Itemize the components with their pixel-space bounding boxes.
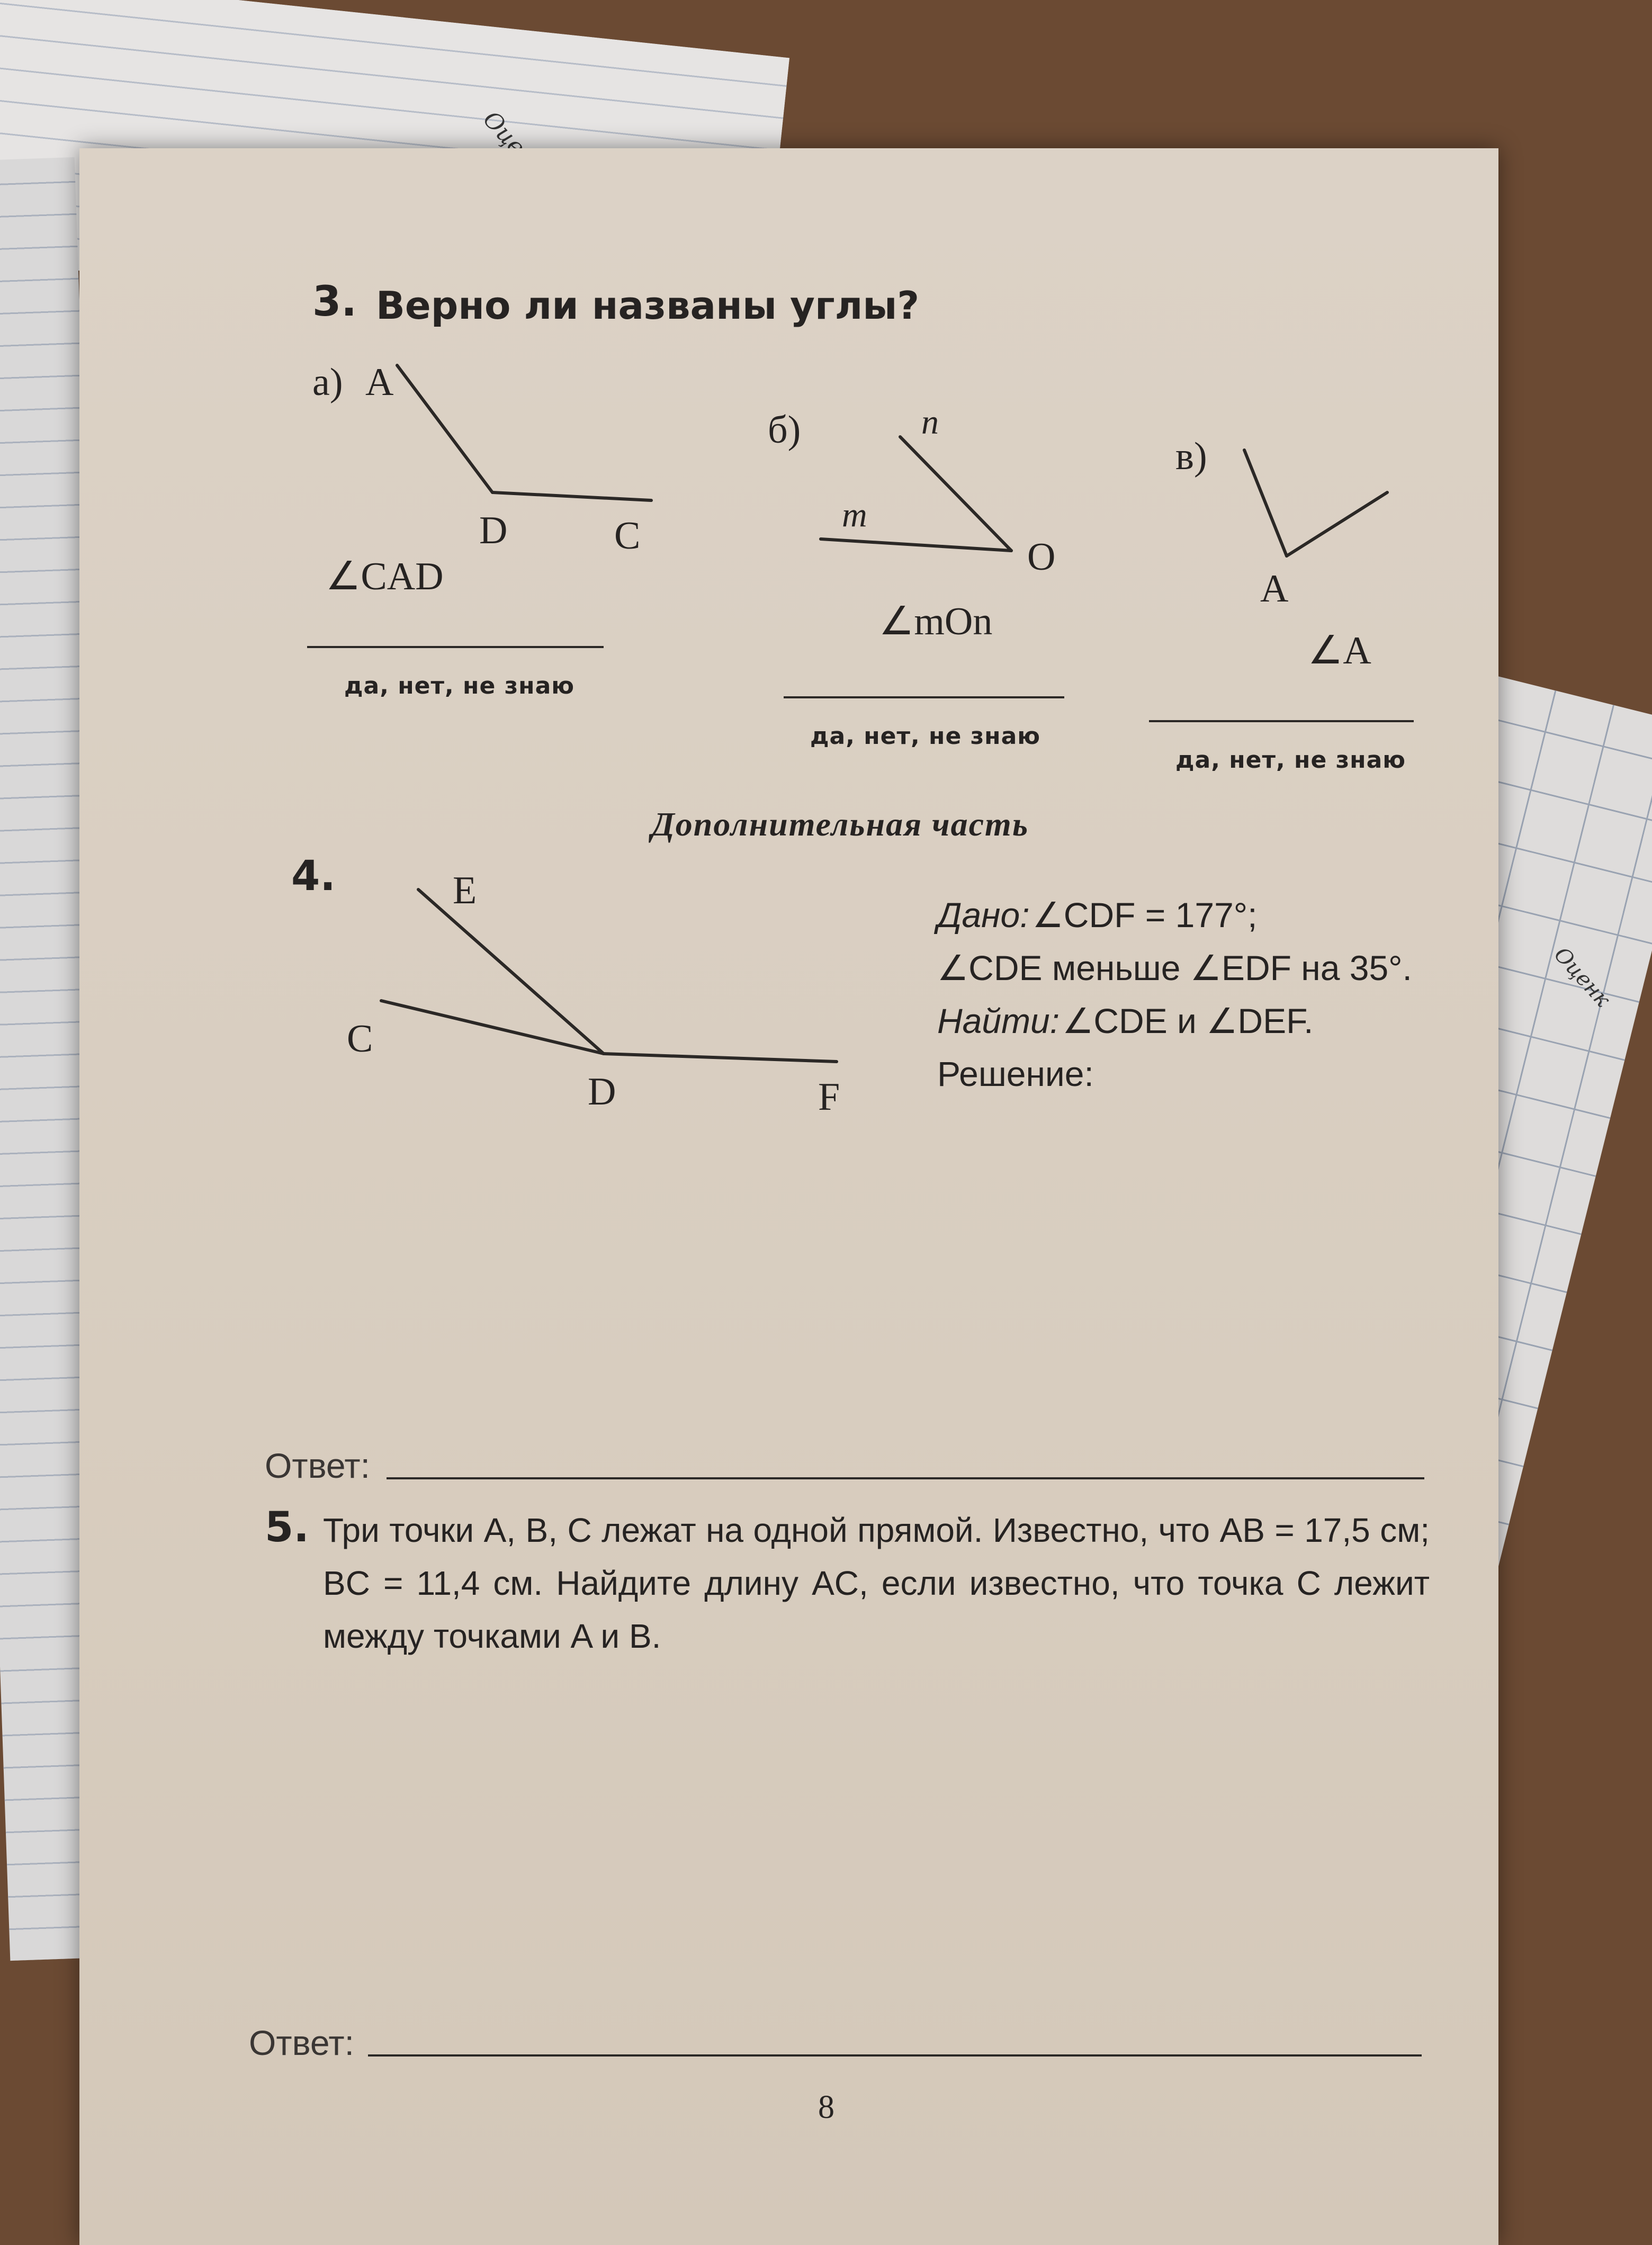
task3c-letter: в): [1175, 435, 1207, 478]
task5-answer-label: Ответ:: [249, 2023, 354, 2062]
background-book-label: Оценк: [1549, 942, 1615, 1012]
task4-point-d: D: [588, 1070, 616, 1113]
task4-given-value: ∠CDF = 177°;: [1032, 895, 1258, 935]
task4-solution-label: Решение:: [937, 1054, 1094, 1093]
task3b-options: да, нет, не знаю: [810, 723, 1041, 750]
task4-figure: [79, 148, 1498, 2245]
task4-find-label: Найти:: [937, 1001, 1060, 1040]
task4-find-value: ∠CDE и ∠DEF.: [1062, 1001, 1314, 1040]
task3a-point-c: C: [614, 514, 641, 558]
task3-title: Верно ли названы углы?: [376, 283, 920, 328]
task3a-angle-label: ∠CAD: [326, 555, 444, 598]
task4-answer-label: Ответ:: [265, 1446, 370, 1485]
task3b-angle-label: ∠mOn: [879, 600, 993, 643]
task3c-options: да, нет, не знаю: [1175, 747, 1406, 774]
task4-point-f: F: [818, 1075, 840, 1119]
task3b-point-m: m: [842, 496, 867, 534]
task4-condition: ∠CDE меньше ∠EDF на 35°.: [937, 948, 1412, 987]
task3b-letter: б): [768, 408, 801, 452]
task3-number: 3.: [312, 278, 357, 326]
task4-point-c: C: [347, 1017, 373, 1061]
task3b-point-o: O: [1027, 535, 1056, 579]
task3c-angle-label: ∠A: [1308, 629, 1371, 672]
task5-number: 5.: [265, 1504, 309, 1551]
task5-answer-line[interactable]: [368, 2054, 1422, 2057]
page-number: 8: [818, 2089, 834, 2125]
task4-point-e: E: [453, 869, 477, 912]
task4-given-label: Дано:: [937, 895, 1030, 935]
task4-ray-dc: [381, 1001, 604, 1054]
task4-find: [937, 1001, 1313, 1041]
task4-number: 4.: [291, 852, 336, 900]
task4-answer-line[interactable]: [387, 1477, 1424, 1479]
task3b-point-n: n: [921, 403, 939, 442]
section-title-additional: Дополнительная часть: [651, 805, 1029, 843]
task3c-point-a: A: [1260, 567, 1289, 610]
task3a-point-a: A: [365, 361, 394, 404]
task3a-letter: а): [312, 361, 343, 404]
task4-given: [937, 895, 1258, 936]
task3a-options: да, нет, не знаю: [344, 672, 575, 699]
task5-text: Три точки A, B, C лежат на одной прямой. Известно, что AB = 17,5 см; BC = 11,4 см. Найдите длину AC, если известно, что точка C лежит между точками A и B.: [323, 1511, 1430, 1655]
worksheet-page: [79, 148, 1498, 2245]
task4-ray-df: [604, 1054, 837, 1062]
task3a-point-d: D: [479, 509, 508, 552]
task4-ray-de: [418, 890, 604, 1054]
